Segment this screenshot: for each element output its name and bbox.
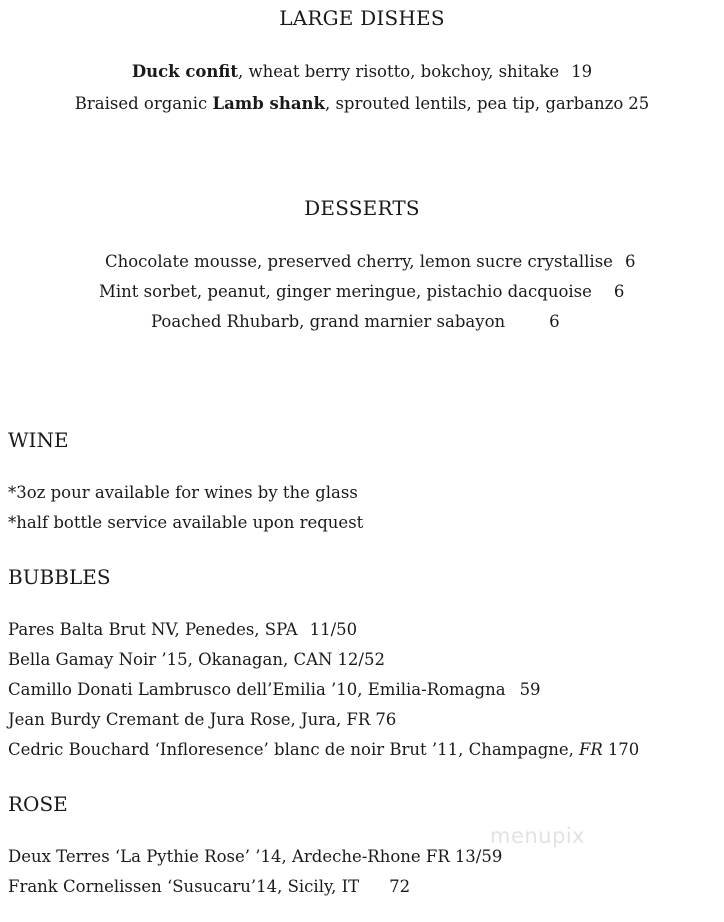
wine-price: 76 [375, 710, 397, 729]
dish-price: 25 [628, 94, 650, 113]
menu-item [105, 252, 635, 271]
dish-name: Duck confit [131, 62, 239, 81]
dish-description: , sprouted lentils, pea tip, garbanzo [324, 94, 624, 113]
dish-prefix: Braised organic [74, 94, 213, 113]
wine-description: Pares Balta Brut NV, Penedes, SPA [8, 620, 298, 639]
wine-note: *half bottle service available upon request [8, 513, 364, 532]
wine-price: 72 [389, 877, 411, 896]
wine-description: Camillo Donati Lambrusco dell’Emilia ’10, Emilia-Romagna [8, 680, 506, 699]
rose-heading: ROSE [8, 792, 68, 816]
dish-name: Lamb shank [212, 94, 325, 113]
wine-price: 59 [519, 680, 541, 699]
dessert-price: 6 [624, 252, 636, 271]
desserts-heading: DESSERTS [304, 196, 420, 220]
wine-description: Deux Terres ‘La Pythie Rose’ ’14, Ardeche-Rhone FR [8, 847, 450, 866]
dish-description: , wheat berry risotto, bokchoy, shitake [238, 62, 560, 81]
watermark: menupix [490, 824, 586, 848]
wine-price: 12/52 [337, 650, 385, 669]
dessert-price: 6 [613, 282, 625, 301]
wine-price: 13/59 [454, 847, 503, 866]
wine-item [8, 680, 541, 699]
wine-note: *3oz pour available for wines by the glass [8, 483, 358, 502]
wine-item [8, 650, 385, 669]
dessert-description: Poached Rhubarb, grand marnier sabayon [151, 312, 506, 331]
wine-heading: WINE [8, 428, 69, 452]
wine-region: FR [578, 740, 603, 759]
wine-description: Frank Cornelissen ‘Susucaru’14, Sicily, IT [8, 877, 360, 896]
wine-description: Bella Gamay Noir ’15, Okanagan, CAN [8, 650, 333, 669]
wine-item [8, 620, 357, 639]
menu-item [0, 62, 724, 81]
large-dishes-heading: LARGE DISHES [279, 6, 445, 30]
dessert-description: Chocolate mousse, preserved cherry, lemon sucre crystallise [105, 252, 613, 271]
menu-item [0, 94, 724, 113]
dessert-price: 6 [549, 312, 560, 331]
wine-item [8, 710, 396, 729]
wine-item [8, 877, 410, 896]
bubbles-heading: BUBBLES [8, 565, 111, 589]
menu-item [99, 282, 624, 301]
wine-item [8, 740, 639, 759]
wine-description: Jean Burdy Cremant de Jura Rose, Jura, FR [8, 710, 371, 729]
wine-price: 11/50 [309, 620, 358, 639]
wine-item [8, 847, 502, 866]
dessert-description: Mint sorbet, peanut, ginger meringue, pistachio dacquoise [99, 282, 592, 301]
dish-price: 19 [571, 62, 593, 81]
wine-description: Cedric Bouchard ‘Infloresence’ blanc de noir Brut ’11, Champagne, [8, 740, 574, 759]
menu-item [151, 312, 560, 331]
wine-price: 170 [607, 740, 640, 759]
